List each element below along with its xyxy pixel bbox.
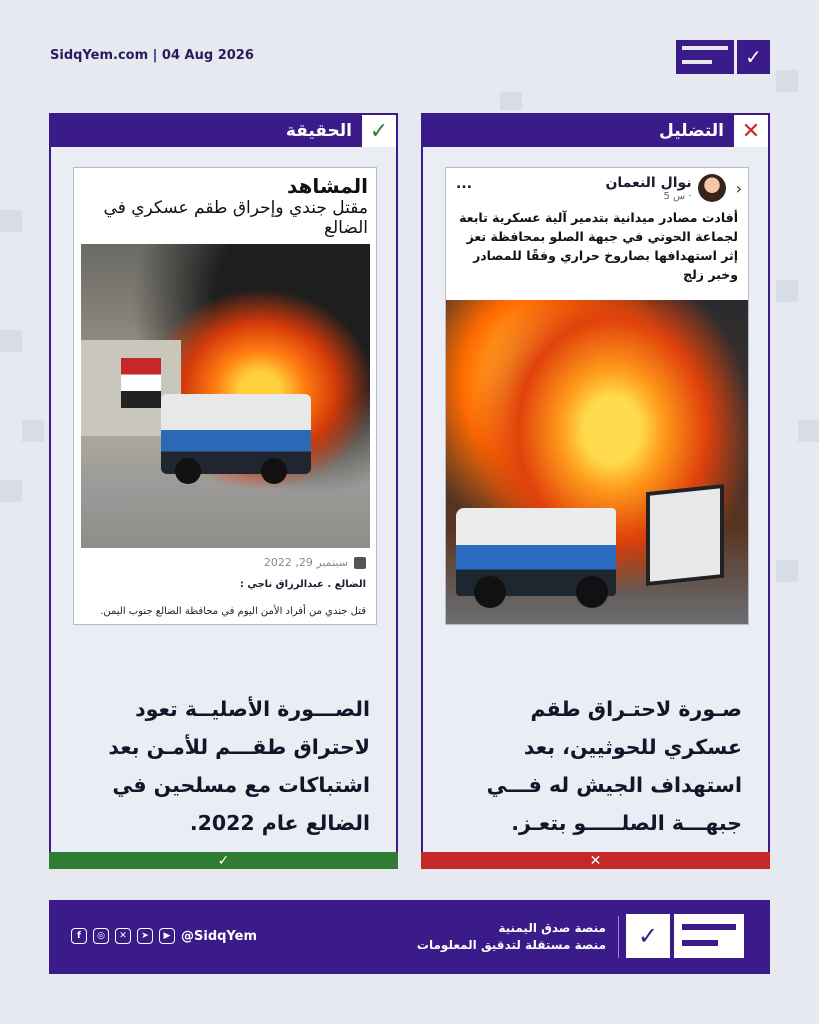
check-icon: ✓: [217, 852, 230, 869]
bg-pixel: [776, 280, 798, 302]
wall-mural: [121, 358, 161, 408]
fact-panel: [49, 113, 398, 869]
post-author-block: [605, 175, 691, 202]
footer-divider: [618, 916, 619, 958]
misinformation-verdict: صـورة لاحتـراق طقم عسكري للحوثيين، بعد استهداف الجيش له فـــي جبهـــة الصلـــــو بتعـز.: [486, 697, 742, 835]
truck-illustration: [456, 508, 616, 596]
cross-icon: ✕: [734, 115, 768, 147]
x-icon[interactable]: ✕: [115, 928, 131, 944]
bg-pixel: [776, 560, 798, 582]
social-links: [71, 928, 257, 944]
site-date-line: SidqYem.com | 04 Aug 2026: [50, 48, 254, 63]
news-article-card: [73, 167, 377, 625]
org-tagline: منصة مستقلة لتدقيق المعلومات: [416, 938, 606, 952]
brand-logo: [676, 40, 770, 74]
news-caption: قتل جندي من أفراد الأمن اليوم في محافظة الضالع جنوب اليمن.: [100, 606, 366, 617]
false-footer-bar: [421, 852, 770, 869]
youtube-icon[interactable]: ▶: [159, 928, 175, 944]
telegram-icon[interactable]: ➤: [137, 928, 153, 944]
news-meta: [74, 556, 376, 617]
fact-title: الحقيقة: [285, 121, 352, 141]
news-date-row: [84, 556, 366, 569]
misinformation-header: [423, 115, 768, 147]
fact-verdict: الصـــورة الأصليــة تعود لاحتراق طقـــم للأمـن بعد اشتباكات مع مسلحين في الضالع عام 2022.: [108, 697, 370, 835]
bg-pixel: [776, 70, 798, 92]
original-truck-photo: [81, 244, 370, 548]
news-credit: الضالع . عبدالرزاق ناجي :: [239, 579, 366, 590]
calendar-icon: [354, 557, 366, 569]
check-icon: ✓: [737, 40, 770, 74]
org-name: منصة صدق اليمنية: [498, 921, 606, 935]
true-footer-bar: [49, 852, 398, 869]
logo-mark: [674, 914, 744, 958]
news-brand: المشاهد: [286, 174, 368, 198]
open-door-illustration: [646, 484, 724, 586]
footer-bar: [49, 900, 770, 974]
more-options-icon[interactable]: ...: [456, 176, 472, 192]
check-icon: ✓: [362, 115, 396, 147]
post-text: أفادت مصادر ميدانية بتدمير آلية عسكرية تابعة لجماعة الحوتي في جبهة الصلو بمحافظة تعز إثر استهدافها بصاروخ حراري وفقًا للمصادر وخبر زلج: [459, 210, 738, 282]
logo-mark: [676, 40, 734, 74]
bg-pixel: [798, 420, 819, 442]
instagram-icon[interactable]: ◎: [93, 928, 109, 944]
check-icon: ✓: [626, 914, 670, 958]
misinformation-title: التضليل: [659, 121, 724, 141]
bg-pixel: [0, 480, 22, 502]
burning-truck-photo: [446, 300, 748, 624]
avatar[interactable]: [698, 174, 726, 202]
news-headline: مقتل جندي وإحراق طقم عسكري في الضالع: [103, 198, 368, 238]
facebook-icon[interactable]: f: [71, 928, 87, 944]
footer-org: [417, 920, 606, 954]
bg-pixel: [0, 210, 22, 232]
cross-icon: ✕: [589, 852, 602, 869]
truck-illustration: [161, 394, 311, 474]
footer-logo: [626, 914, 744, 958]
post-author[interactable]: نوال النعمان: [605, 174, 692, 191]
social-handle[interactable]: @SidqYem: [181, 928, 258, 944]
bg-pixel: [22, 420, 44, 442]
fact-header: [51, 115, 396, 147]
misinformation-panel: [421, 113, 770, 869]
chevron-right-icon[interactable]: ›: [735, 178, 742, 198]
facebook-post-card: [445, 167, 749, 625]
bg-pixel: [500, 92, 522, 110]
bg-pixel: [0, 330, 22, 352]
post-time: 5 س ·: [663, 190, 692, 202]
post-header: [446, 168, 748, 202]
news-date: سبتمبر 29, 2022: [263, 556, 348, 569]
